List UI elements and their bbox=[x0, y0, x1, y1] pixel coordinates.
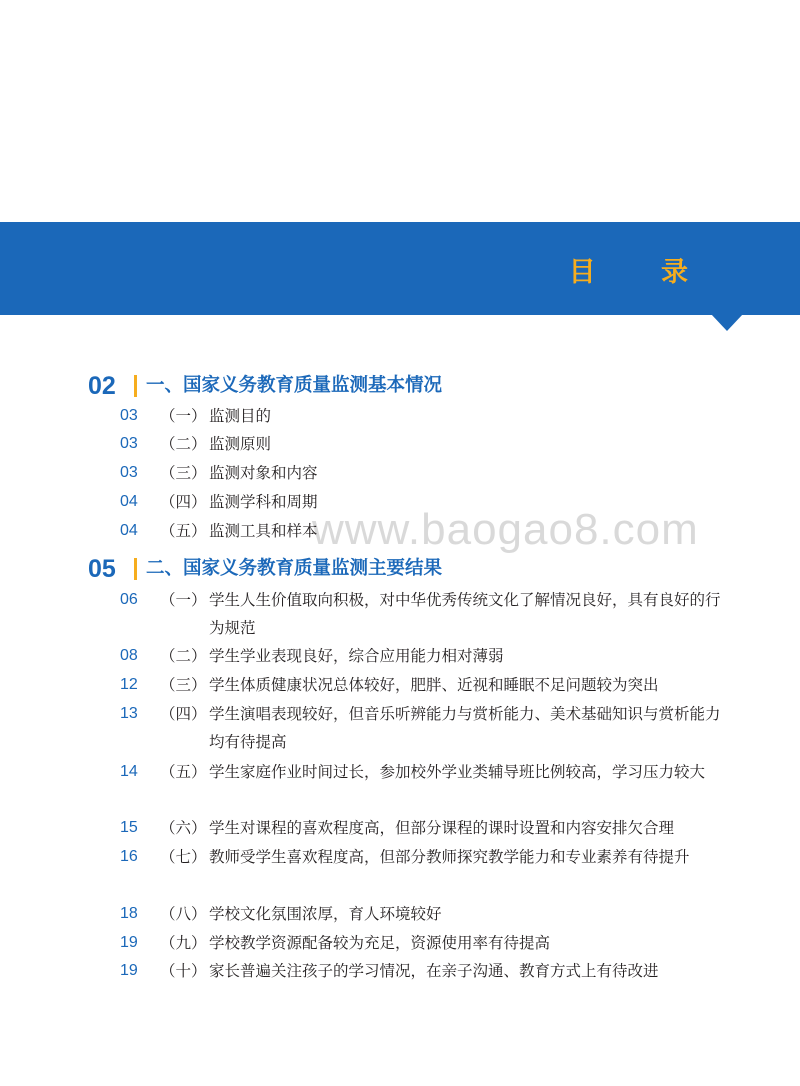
entry-title: 学生学业表现良好，综合应用能力相对薄弱 bbox=[209, 647, 504, 665]
entry-marker: （五） bbox=[160, 522, 207, 540]
entry-page-number: 03 bbox=[120, 407, 138, 424]
entry-marker: （五） bbox=[160, 763, 207, 781]
entry-marker: （一） bbox=[160, 407, 207, 425]
entry-title: 家长普遍关注孩子的学习情况，在亲子沟通、教育方式上有待改进 bbox=[209, 962, 659, 980]
section-title: 二、国家义务教育质量监测主要结果 bbox=[146, 558, 443, 579]
entry-marker: （四） bbox=[160, 493, 207, 511]
section-divider-bar bbox=[134, 558, 137, 580]
toc-section-1[interactable] bbox=[88, 371, 442, 401]
entry-title: 监测原则 bbox=[209, 435, 272, 453]
entry-page-number: 16 bbox=[120, 848, 138, 865]
entry-page-number: 03 bbox=[120, 435, 138, 452]
entry-page-number: 13 bbox=[120, 705, 138, 722]
entry-title: 教师受学生喜欢程度高，但部分教师探究教学能力和专业素养有待提升 bbox=[209, 848, 690, 866]
toc-section-2[interactable] bbox=[88, 554, 442, 584]
entry-title: 监测目的 bbox=[209, 407, 272, 425]
entry-page-number: 08 bbox=[120, 647, 138, 664]
section-page-number: 05 bbox=[88, 555, 116, 583]
entry-title: 监测工具和样本 bbox=[209, 522, 318, 540]
entry-page-number: 04 bbox=[120, 493, 138, 510]
entry-title: 学生演唱表现较好，但音乐听辨能力与赏析能力、美术基础知识与赏析能力均有待提高 bbox=[209, 705, 721, 751]
entry-page-number: 12 bbox=[120, 676, 138, 693]
entry-marker: （一） bbox=[160, 591, 207, 609]
entry-marker: （四） bbox=[160, 705, 207, 723]
entry-title: 学生人生价值取向积极，对中华优秀传统文化了解情况良好，具有良好的行为规范 bbox=[209, 591, 721, 637]
entry-marker: （八） bbox=[160, 905, 207, 923]
entry-page-number: 15 bbox=[120, 819, 138, 836]
entry-page-number: 06 bbox=[120, 591, 138, 608]
entry-title: 学校教学资源配备较为充足，资源使用率有待提高 bbox=[209, 934, 551, 952]
entry-title: 监测学科和周期 bbox=[209, 493, 318, 511]
section-divider-bar bbox=[134, 375, 137, 397]
entry-marker: （九） bbox=[160, 934, 207, 952]
entry-page-number: 03 bbox=[120, 464, 138, 481]
section-title: 一、国家义务教育质量监测基本情况 bbox=[146, 375, 443, 396]
entry-marker: （十） bbox=[160, 962, 207, 980]
entry-marker: （二） bbox=[160, 647, 207, 665]
entry-marker: （六） bbox=[160, 819, 207, 837]
entry-marker: （二） bbox=[160, 435, 207, 453]
entry-title: 学生对课程的喜欢程度高，但部分课程的课时设置和内容安排欠合理 bbox=[209, 819, 675, 837]
entry-marker: （七） bbox=[160, 848, 207, 866]
entry-title: 学生体质健康状况总体较好，肥胖、近视和睡眠不足问题较为突出 bbox=[209, 676, 659, 694]
section-page-number: 02 bbox=[88, 372, 116, 400]
entry-page-number: 19 bbox=[120, 934, 138, 951]
entry-page-number: 14 bbox=[120, 763, 138, 780]
entry-page-number: 04 bbox=[120, 522, 138, 539]
entry-page-number: 18 bbox=[120, 905, 138, 922]
entry-marker: （三） bbox=[160, 464, 207, 482]
entry-title: 学校文化氛围浓厚，育人环境较好 bbox=[209, 905, 442, 923]
entry-marker: （三） bbox=[160, 676, 207, 694]
banner-arrow-decoration bbox=[711, 314, 743, 331]
entry-page-number: 19 bbox=[120, 962, 138, 979]
page-title: 目 录 bbox=[568, 257, 716, 288]
watermark: www.baogao8.com bbox=[312, 505, 699, 554]
entry-title: 监测对象和内容 bbox=[209, 464, 318, 482]
entry-title: 学生家庭作业时间过长，参加校外学业类辅导班比例较高，学习压力较大 bbox=[209, 763, 706, 781]
